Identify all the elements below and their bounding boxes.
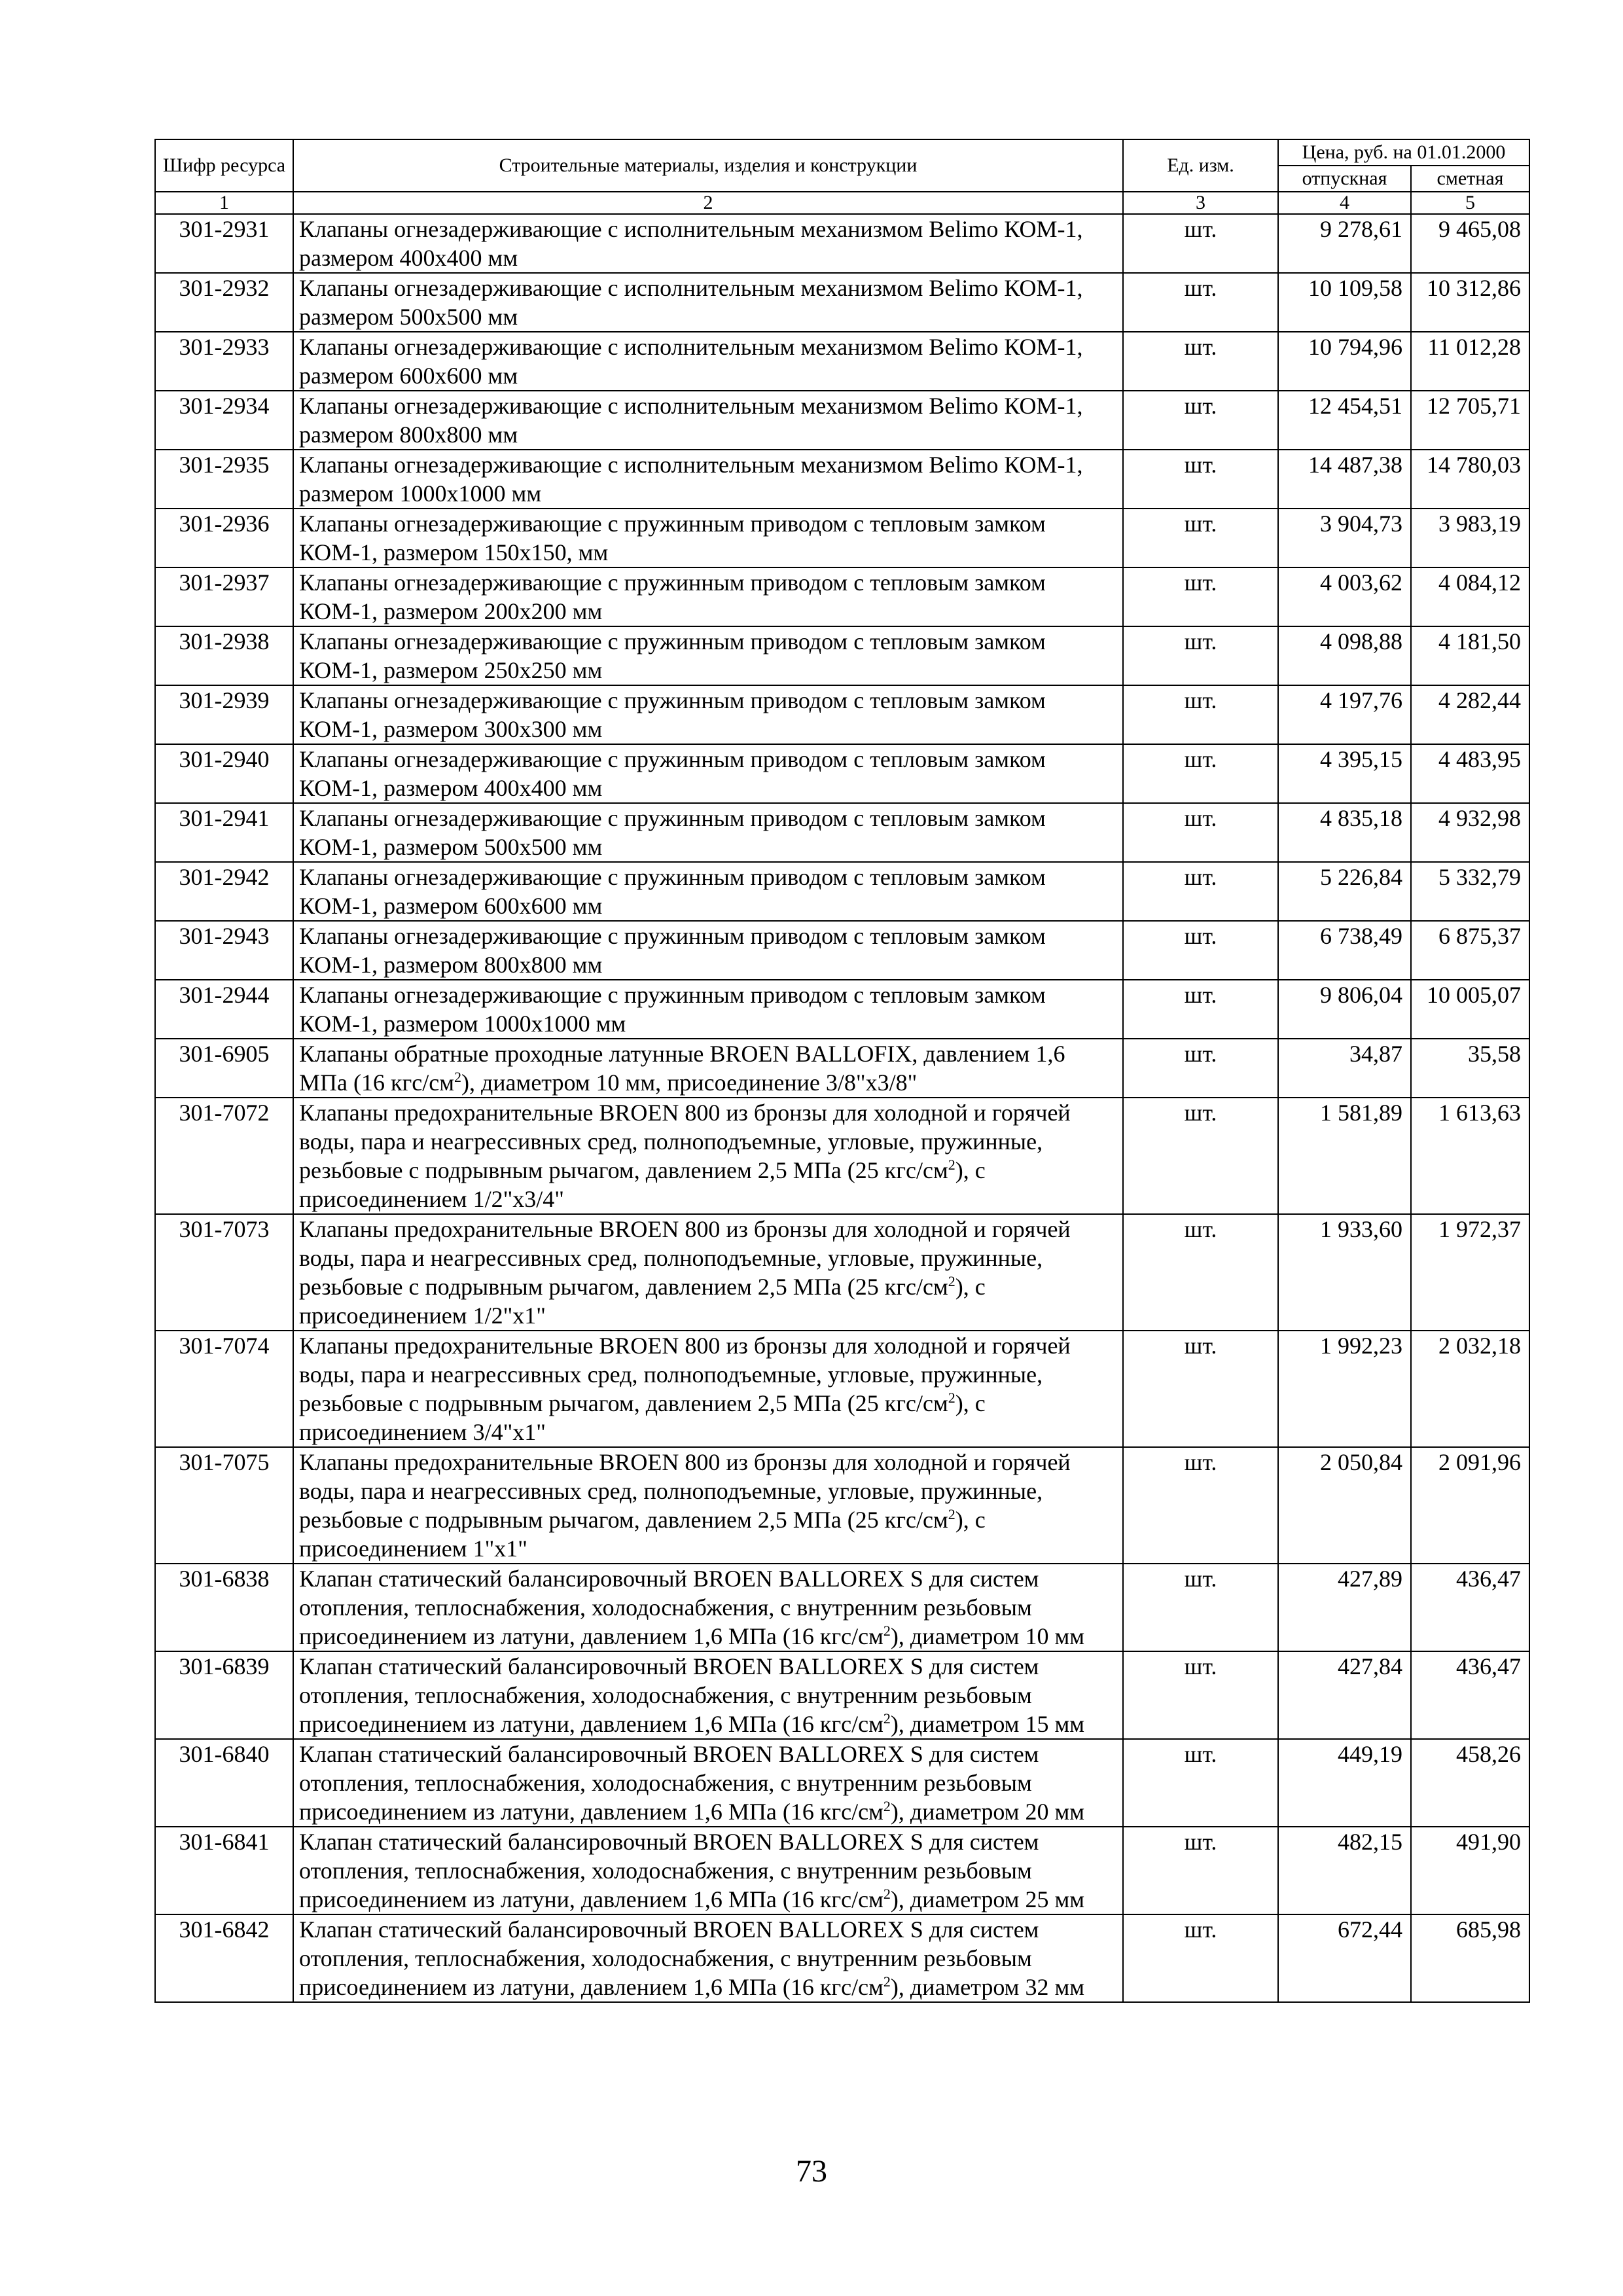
- unit-of-measure: шт.: [1123, 803, 1278, 862]
- unit-of-measure: шт.: [1123, 509, 1278, 567]
- unit-of-measure: шт.: [1123, 391, 1278, 450]
- material-name: Клапаны огнезадерживающие с исполнительным механизмом Belimo КОМ-1, размером 500х500 мм: [293, 273, 1123, 332]
- resource-code: 301-2934: [155, 391, 293, 450]
- unit-of-measure: шт.: [1123, 685, 1278, 744]
- material-name-part: ), диаметром 25 мм: [890, 1886, 1085, 1912]
- table-row: [155, 332, 1529, 391]
- material-name-part: ), с присоединением 1/2"х1": [299, 1274, 986, 1329]
- unit-of-measure: шт.: [1123, 1564, 1278, 1651]
- release-price: 14 487,38: [1278, 450, 1411, 509]
- resource-code: 301-2941: [155, 803, 293, 862]
- release-price: 672,44: [1278, 1914, 1411, 2002]
- material-name-part: ), диаметром 20 мм: [890, 1799, 1085, 1825]
- column-number: 3: [1123, 192, 1278, 214]
- unit-of-measure: шт.: [1123, 862, 1278, 921]
- header-unit: Ед. изм.: [1123, 139, 1278, 192]
- resource-code: 301-6842: [155, 1914, 293, 2002]
- release-price: 4 197,76: [1278, 685, 1411, 744]
- material-name-part: Клапаны предохранительные BROEN 800 из бронзы для холодной и горячей воды, пара и неагрессивных сред, полноподъемные, угловые, пружинные, резьбовые с подрывным рычагом, давлением 2,5 МПа (25 кгс/см: [299, 1216, 1071, 1300]
- unit-of-measure: шт.: [1123, 567, 1278, 626]
- table-row: [155, 1914, 1529, 2002]
- header-estimate-price: сметная: [1411, 166, 1529, 192]
- table-row: [155, 509, 1529, 567]
- material-name-part: Клапан статический балансировочный BROEN BALLOREX S для систем отопления, теплоснабжения, холодоснабжения, с внутренним резьбовым присоединением из латуни, давлением 1,6 МПа (16 кгс/см: [299, 1741, 1039, 1825]
- estimate-price: 436,47: [1411, 1651, 1529, 1739]
- release-price: 12 454,51: [1278, 391, 1411, 450]
- resource-code: 301-7072: [155, 1098, 293, 1214]
- table-row: [155, 1739, 1529, 1827]
- unit-of-measure: шт.: [1123, 1039, 1278, 1098]
- estimate-price: 4 932,98: [1411, 803, 1529, 862]
- table-row: [155, 273, 1529, 332]
- table-row: [155, 1039, 1529, 1098]
- release-price: 4 003,62: [1278, 567, 1411, 626]
- superscript: 2: [948, 1390, 955, 1406]
- resource-code: 301-7073: [155, 1214, 293, 1331]
- table-row: [155, 1827, 1529, 1914]
- material-name: Клапаны огнезадерживающие с пружинным приводом с тепловым замком КОМ-1, размером 500х500 мм: [293, 803, 1123, 862]
- material-name: Клапаны огнезадерживающие с пружинным приводом с тепловым замком КОМ-1, размером 1000х1000 мм: [293, 980, 1123, 1039]
- unit-of-measure: шт.: [1123, 1098, 1278, 1214]
- resource-code: 301-6840: [155, 1739, 293, 1827]
- release-price: 427,89: [1278, 1564, 1411, 1651]
- release-price: 1 581,89: [1278, 1098, 1411, 1214]
- material-name: [293, 1039, 1123, 1098]
- estimate-price: 491,90: [1411, 1827, 1529, 1914]
- material-name: Клапаны огнезадерживающие с пружинным приводом с тепловым замком КОМ-1, размером 300х300 мм: [293, 685, 1123, 744]
- estimate-price: 4 282,44: [1411, 685, 1529, 744]
- table-row: [155, 744, 1529, 803]
- superscript: 2: [883, 1623, 891, 1639]
- material-name-part: Клапаны обратные проходные латунные BROEN BALLOFIX, давлением 1,6 МПа (16 кгс/см: [299, 1041, 1065, 1096]
- unit-of-measure: шт.: [1123, 1739, 1278, 1827]
- release-price: 10 794,96: [1278, 332, 1411, 391]
- unit-of-measure: шт.: [1123, 1447, 1278, 1564]
- release-price: 1 992,23: [1278, 1331, 1411, 1447]
- material-name: [293, 1564, 1123, 1651]
- column-number: 5: [1411, 192, 1529, 214]
- material-name: [293, 1331, 1123, 1447]
- resource-code: 301-2932: [155, 273, 293, 332]
- release-price: 34,87: [1278, 1039, 1411, 1098]
- resource-code: 301-7074: [155, 1331, 293, 1447]
- resource-code: 301-2944: [155, 980, 293, 1039]
- material-name: Клапаны огнезадерживающие с пружинным приводом с тепловым замком КОМ-1, размером 200х200 мм: [293, 567, 1123, 626]
- material-name: Клапаны огнезадерживающие с пружинным приводом с тепловым замком КОМ-1, размером 250х250 мм: [293, 626, 1123, 685]
- superscript: 2: [883, 1886, 891, 1902]
- resource-code: 301-2940: [155, 744, 293, 803]
- resource-code: 301-2943: [155, 921, 293, 980]
- resource-code: 301-2931: [155, 214, 293, 273]
- material-name-part: ), с присоединением 1/2"х3/4": [299, 1157, 986, 1212]
- unit-of-measure: шт.: [1123, 1827, 1278, 1914]
- material-name: Клапаны огнезадерживающие с пружинным приводом с тепловым замком КОМ-1, размером 400х400 мм: [293, 744, 1123, 803]
- unit-of-measure: шт.: [1123, 626, 1278, 685]
- estimate-price: 35,58: [1411, 1039, 1529, 1098]
- material-name-part: Клапан статический балансировочный BROEN BALLOREX S для систем отопления, теплоснабжения, холодоснабжения, с внутренним резьбовым присоединением из латуни, давлением 1,6 МПа (16 кгс/см: [299, 1829, 1039, 1912]
- table-row: [155, 214, 1529, 273]
- release-price: 427,84: [1278, 1651, 1411, 1739]
- resource-code: 301-2936: [155, 509, 293, 567]
- header-release-price: отпускная: [1278, 166, 1411, 192]
- estimate-price: 9 465,08: [1411, 214, 1529, 273]
- release-price: 5 226,84: [1278, 862, 1411, 921]
- table-row: [155, 1331, 1529, 1447]
- material-name: [293, 1914, 1123, 2002]
- material-name: Клапаны огнезадерживающие с исполнительным механизмом Belimo КОМ-1, размером 600х600 мм: [293, 332, 1123, 391]
- table-row: [155, 567, 1529, 626]
- material-name-part: ), с присоединением 3/4"х1": [299, 1390, 986, 1445]
- table-header: [155, 139, 1529, 214]
- estimate-price: 436,47: [1411, 1564, 1529, 1651]
- superscript: 2: [454, 1069, 461, 1085]
- estimate-price: 3 983,19: [1411, 509, 1529, 567]
- header-code: Шифр ресурса: [155, 139, 293, 192]
- estimate-price: 1 972,37: [1411, 1214, 1529, 1331]
- unit-of-measure: шт.: [1123, 332, 1278, 391]
- release-price: 9 278,61: [1278, 214, 1411, 273]
- material-name: [293, 1098, 1123, 1214]
- material-name-part: Клапан статический балансировочный BROEN BALLOREX S для систем отопления, теплоснабжения, холодоснабжения, с внутренним резьбовым присоединением из латуни, давлением 1,6 МПа (16 кгс/см: [299, 1916, 1039, 2000]
- release-price: 1 933,60: [1278, 1214, 1411, 1331]
- estimate-price: 12 705,71: [1411, 391, 1529, 450]
- material-name: Клапаны огнезадерживающие с исполнительным механизмом Belimo КОМ-1, размером 400х400 мм: [293, 214, 1123, 273]
- column-number: 2: [293, 192, 1123, 214]
- material-name-part: Клапаны предохранительные BROEN 800 из бронзы для холодной и горячей воды, пара и неагрессивных сред, полноподъемные, угловые, пружинные, резьбовые с подрывным рычагом, давлением 2,5 МПа (25 кгс/см: [299, 1449, 1071, 1533]
- material-name: Клапаны огнезадерживающие с исполнительным механизмом Belimo КОМ-1, размером 800х800 мм: [293, 391, 1123, 450]
- unit-of-measure: шт.: [1123, 273, 1278, 332]
- table-row: [155, 391, 1529, 450]
- estimate-price: 2 091,96: [1411, 1447, 1529, 1564]
- release-price: 2 050,84: [1278, 1447, 1411, 1564]
- price-table-sheet: [154, 139, 1529, 2003]
- material-name-part: Клапан статический балансировочный BROEN BALLOREX S для систем отопления, теплоснабжения, холодоснабжения, с внутренним резьбовым присоединением из латуни, давлением 1,6 МПа (16 кгс/см: [299, 1653, 1039, 1737]
- resource-code: 301-2937: [155, 567, 293, 626]
- estimate-price: 10 005,07: [1411, 980, 1529, 1039]
- material-name: Клапаны огнезадерживающие с исполнительным механизмом Belimo КОМ-1, размером 1000х1000 мм: [293, 450, 1123, 509]
- unit-of-measure: шт.: [1123, 921, 1278, 980]
- estimate-price: 4 483,95: [1411, 744, 1529, 803]
- table-row: [155, 1214, 1529, 1331]
- unit-of-measure: шт.: [1123, 214, 1278, 273]
- resource-code: 301-2938: [155, 626, 293, 685]
- table-body: [155, 214, 1529, 2002]
- unit-of-measure: шт.: [1123, 980, 1278, 1039]
- superscript: 2: [883, 1798, 891, 1814]
- header-price: Цена, руб. на 01.01.2000: [1278, 139, 1529, 166]
- unit-of-measure: шт.: [1123, 450, 1278, 509]
- release-price: 3 904,73: [1278, 509, 1411, 567]
- price-table: [154, 139, 1530, 2003]
- resource-code: 301-2939: [155, 685, 293, 744]
- column-number: 4: [1278, 192, 1411, 214]
- superscript: 2: [948, 1506, 955, 1522]
- release-price: 4 098,88: [1278, 626, 1411, 685]
- superscript: 2: [948, 1157, 955, 1173]
- estimate-price: 14 780,03: [1411, 450, 1529, 509]
- table-row: [155, 685, 1529, 744]
- table-row: [155, 450, 1529, 509]
- material-name-part: Клапаны предохранительные BROEN 800 из бронзы для холодной и горячей воды, пара и неагрессивных сред, полноподъемные, угловые, пружинные, резьбовые с подрывным рычагом, давлением 2,5 МПа (25 кгс/см: [299, 1333, 1071, 1416]
- estimate-price: 685,98: [1411, 1914, 1529, 2002]
- unit-of-measure: шт.: [1123, 1914, 1278, 2002]
- material-name: [293, 1651, 1123, 1739]
- superscript: 2: [948, 1273, 955, 1289]
- unit-of-measure: шт.: [1123, 1651, 1278, 1739]
- release-price: 4 835,18: [1278, 803, 1411, 862]
- unit-of-measure: шт.: [1123, 1331, 1278, 1447]
- resource-code: 301-6838: [155, 1564, 293, 1651]
- estimate-price: 10 312,86: [1411, 273, 1529, 332]
- column-number: 1: [155, 192, 293, 214]
- table-row: [155, 980, 1529, 1039]
- estimate-price: 458,26: [1411, 1739, 1529, 1827]
- material-name-part: Клапаны предохранительные BROEN 800 из бронзы для холодной и горячей воды, пара и неагрессивных сред, полноподъемные, угловые, пружинные, резьбовые с подрывным рычагом, давлением 2,5 МПа (25 кгс/см: [299, 1100, 1071, 1183]
- release-price: 10 109,58: [1278, 273, 1411, 332]
- material-name-part: ), диаметром 10 мм, присоединение 3/8"х3/8": [461, 1069, 918, 1096]
- estimate-price: 4 181,50: [1411, 626, 1529, 685]
- resource-code: 301-7075: [155, 1447, 293, 1564]
- release-price: 449,19: [1278, 1739, 1411, 1827]
- material-name: [293, 1827, 1123, 1914]
- material-name: [293, 1214, 1123, 1331]
- material-name-part: Клапан статический балансировочный BROEN BALLOREX S для систем отопления, теплоснабжения, холодоснабжения, с внутренним резьбовым присоединением из латуни, давлением 1,6 МПа (16 кгс/см: [299, 1566, 1039, 1649]
- estimate-price: 1 613,63: [1411, 1098, 1529, 1214]
- material-name-part: ), диаметром 32 мм: [890, 1974, 1085, 2000]
- table-row: [155, 921, 1529, 980]
- material-name: Клапаны огнезадерживающие с пружинным приводом с тепловым замком КОМ-1, размером 600х600 мм: [293, 862, 1123, 921]
- resource-code: 301-6905: [155, 1039, 293, 1098]
- table-row: [155, 1098, 1529, 1214]
- table-row: [155, 626, 1529, 685]
- material-name: Клапаны огнезадерживающие с пружинным приводом с тепловым замком КОМ-1, размером 800х800 мм: [293, 921, 1123, 980]
- material-name: [293, 1447, 1123, 1564]
- table-row: [155, 1447, 1529, 1564]
- superscript: 2: [883, 1973, 891, 1990]
- superscript: 2: [883, 1710, 891, 1727]
- material-name-part: ), с присоединением 1"х1": [299, 1507, 986, 1562]
- unit-of-measure: шт.: [1123, 1214, 1278, 1331]
- resource-code: 301-6841: [155, 1827, 293, 1914]
- material-name: [293, 1739, 1123, 1827]
- estimate-price: 2 032,18: [1411, 1331, 1529, 1447]
- page-number: 73: [796, 2154, 827, 2189]
- table-row: [155, 803, 1529, 862]
- release-price: 482,15: [1278, 1827, 1411, 1914]
- resource-code: 301-2935: [155, 450, 293, 509]
- estimate-price: 11 012,28: [1411, 332, 1529, 391]
- header-name: Строительные материалы, изделия и конструкции: [293, 139, 1123, 192]
- release-price: 4 395,15: [1278, 744, 1411, 803]
- resource-code: 301-2933: [155, 332, 293, 391]
- resource-code: 301-2942: [155, 862, 293, 921]
- resource-code: 301-6839: [155, 1651, 293, 1739]
- table-row: [155, 1651, 1529, 1739]
- estimate-price: 4 084,12: [1411, 567, 1529, 626]
- estimate-price: 5 332,79: [1411, 862, 1529, 921]
- material-name: Клапаны огнезадерживающие с пружинным приводом с тепловым замком КОМ-1, размером 150х150, мм: [293, 509, 1123, 567]
- estimate-price: 6 875,37: [1411, 921, 1529, 980]
- unit-of-measure: шт.: [1123, 744, 1278, 803]
- table-row: [155, 862, 1529, 921]
- release-price: 6 738,49: [1278, 921, 1411, 980]
- table-row: [155, 1564, 1529, 1651]
- release-price: 9 806,04: [1278, 980, 1411, 1039]
- material-name-part: ), диаметром 15 мм: [890, 1711, 1085, 1737]
- material-name-part: ), диаметром 10 мм: [890, 1623, 1085, 1649]
